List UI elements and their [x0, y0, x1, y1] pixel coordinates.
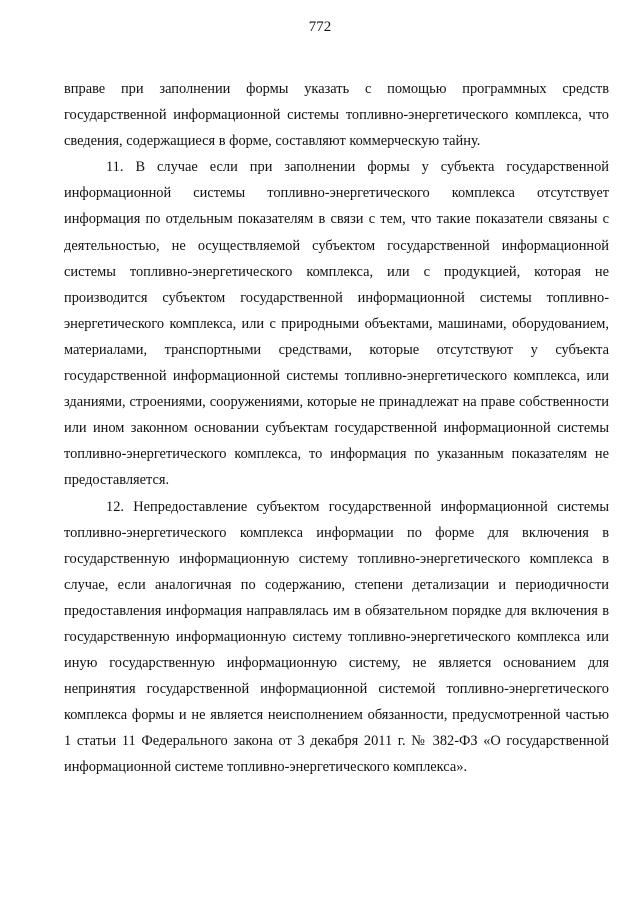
- paragraph-item-12: 12. Непредоставление субъектом государственной информационной системы топливно-энергетического комплекса информации по форме для включения в государственную информационную систему топливно-энергетического комплекса в случае, если аналогичная по содержанию, степени детализации и периодичности предоставления информация направлялась им в обязательном порядке для включения в государственную информационную систему топливно-энергетического комплекса или иную государственную информационную систему, не является основанием для непринятия государственной информационной системой топливно-энергетического комплекса формы и не является неисполнением обязанности, предусмотренной частью 1 статьи 11 Федерального закона от 3 декабря 2011 г. № 382-ФЗ «О государственной информационной системе топливно-энергетического комплекса».: [64, 498, 609, 776]
- document-body: [64, 76, 609, 781]
- paragraph-item-11: 11. В случае если при заполнении формы у субъекта государственной информационной системы топливно-энергетического комплекса отсутствует информация по отдельным показателям в связи с тем, что такие показатели связаны с деятельностью, не осуществляемой субъектом государственной информационной системы топливно-энергетического комплекса, или с продукцией, которая не производится субъектом государственной информационной системы топливно-энергетического комплекса, или с природными объектами, машинами, оборудованием, материалами, транспортными средствами, которые отсутствуют у субъекта государственной информационной системы топливно-энергетического комплекса, или зданиями, строениями, сооружениями, которые не принадлежат на праве собственности или ином законном основании субъектам государственной информационной системы топливно-энергетического комплекса, то информация по указанным показателям не предоставляется.: [64, 159, 609, 489]
- paragraph-continuation: вправе при заполнении формы указать с помощью программных средств государственной информационной системы топливно-энергетического комплекса, что сведения, содержащиеся в форме, составляют коммерческую тайну.: [64, 81, 609, 150]
- page-number: 772: [308, 19, 332, 35]
